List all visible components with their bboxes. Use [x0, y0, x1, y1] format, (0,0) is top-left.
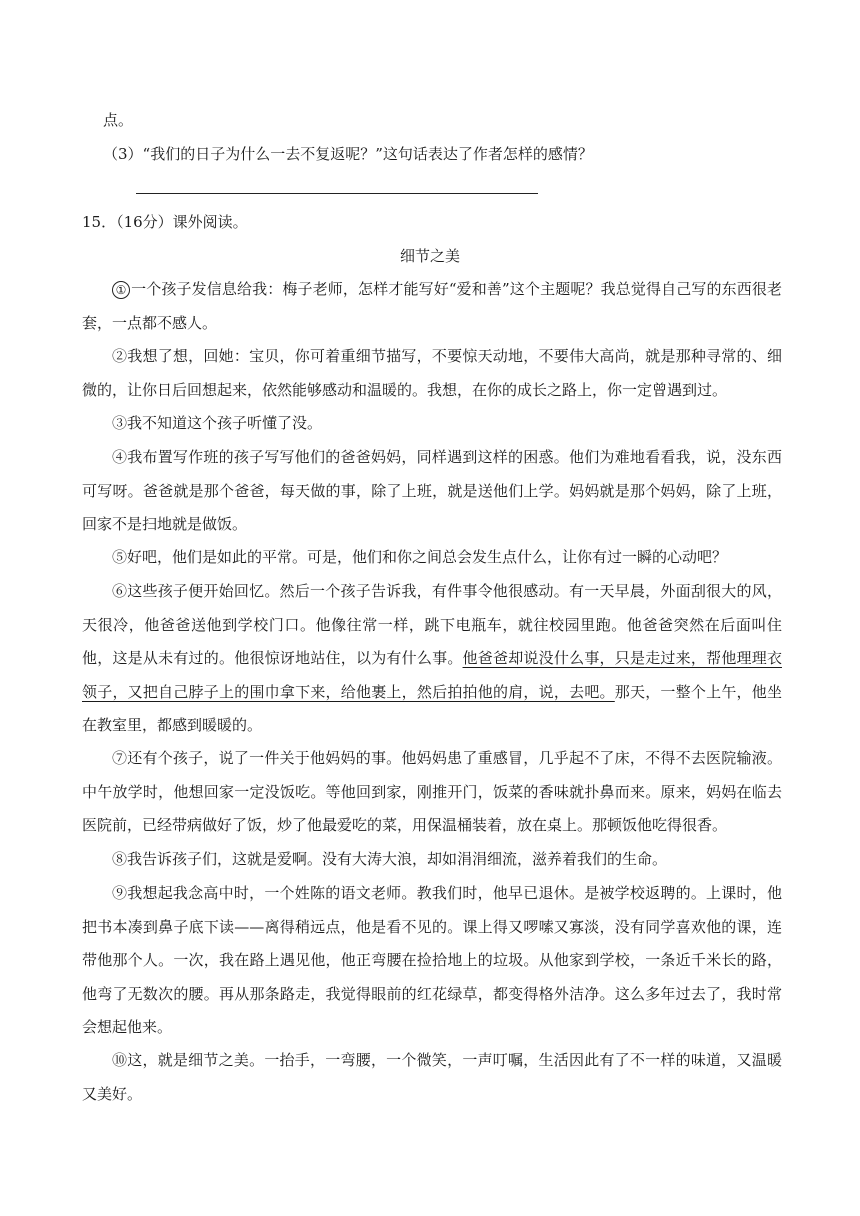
underlined-sentence: 他爸爸却说没什么事，只是走过来，帮他理理衣领子，又把自己脖子上的围巾拿下来，给他裹上，然后拍拍他的肩，说，去吧。 — [82, 649, 782, 701]
answer-line[interactable] — [136, 193, 538, 194]
question-3: （3）“我们的日子为什么一去不复返呢？”这句话表达了作者怎样的感情？ — [103, 145, 593, 163]
question-15-header: 15．（16分）课外阅读。 — [82, 213, 248, 231]
paragraph-10: ⑩这，就是细节之美。一抬手，一弯腰，一个微笑，一声叮嘱，生活因此有了不一样的味道，又温暖又美好。 — [82, 1051, 782, 1103]
paragraph-7: ⑦还有个孩子，说了一件关于他妈妈的事。他妈妈患了重感冒，几乎起不了床，不得不去医院输液。中午放学时，他想回家一定没饭吃。等他回到家，刚推开门，饭菜的香味就扑鼻而来。原来，妈妈在临去医院前，已经带病做好了饭，炒了他最爱吃的菜，用保温桶装着，放在桌上。那顿饭他吃得很香。 — [82, 749, 782, 834]
paragraph-2: ②我想了想，回她：宝贝，你可着重细节描写，不要惊天动地，不要伟大高尚，就是那种寻常的、细微的，让你日后回想起来，依然能够感动和温暖的。我想，在你的成长之路上，你一定曾遇到过。 — [82, 347, 782, 399]
continuation-text: 点。 — [103, 111, 134, 129]
paragraph-6-text-b: 那天，一整个上午，他坐在教室里，都感到暖暖的。 — [82, 682, 782, 734]
passage-title: 细节之美 — [399, 247, 460, 265]
paragraph-1-text: 一个孩子发信息给我：梅子老师，怎样才能写好“爱和善”这个主题呢？我总觉得自己写的东西很老套，一点都不感人。 — [82, 280, 782, 332]
paragraph-6-text-a: ⑥这些孩子便开始回忆。然后一个孩子告诉我，有件事令他很感动。有一天早晨，外面刮很大的风，天很冷，他爸爸送他到学校门口。他像往常一样，跳下电瓶车，就往校园里跑。他爸爸突然在后面叫住他，这是从未有过的。他很惊讶地站住，以为有什么事。 — [82, 582, 782, 667]
paragraph-5: ⑤好吧，他们是如此的平常。可是，他们和你之间总会发生点什么，让你有过一瞬的心动吧？ — [112, 548, 728, 566]
paragraph-1 — [82, 273, 782, 340]
paragraph-3: ③我不知道这个孩子听懂了没。 — [112, 414, 323, 432]
paragraph-9: ⑨我想起我念高中时，一个姓陈的语文老师。教我们时，他早已退休。是被学校返聘的。上课时，他把书本凑到鼻子底下读——离得稍远点，他是看不见的。课上得又啰嗦又寡淡，没有同学喜欢他的课，连带他那个人。一次，我在路上遇见他，他正弯腰在捡拾地上的垃圾。从他家到学校，一条近千米长的路，他弯了无数次的腰。再从那条路走，我觉得眼前的红花绿草，都变得格外洁净。这么多年过去了，我时常会想起他来。 — [82, 884, 782, 1036]
circled-number-marker: ① — [112, 281, 130, 299]
paragraph-6 — [82, 575, 782, 743]
paragraph-4: ④我布置写作班的孩子写写他们的爸爸妈妈，同样遇到这样的困惑。他们为难地看看我，说，没东西可写呀。爸爸就是那个爸爸，每天做的事，除了上班，就是送他们上学。妈妈就是那个妈妈，除了上班，回家不是扫地就是做饭。 — [82, 448, 782, 533]
paragraph-8: ⑧我告诉孩子们，这就是爱啊。没有大涛大浪，却如涓涓细流，滋养着我们的生命。 — [112, 850, 668, 868]
